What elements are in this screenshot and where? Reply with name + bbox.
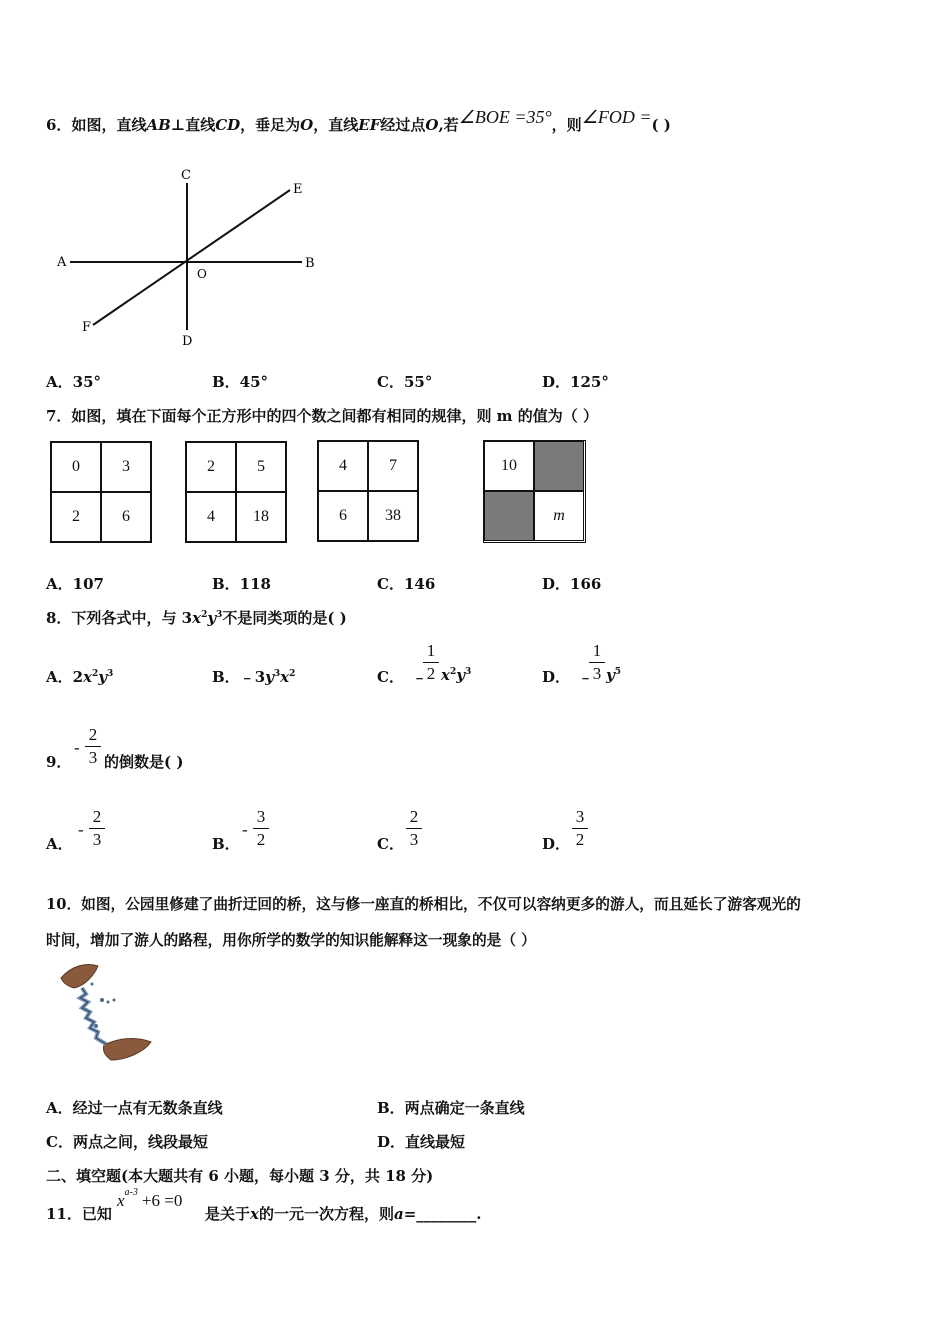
q10-option-c[interactable]: C．两点之间，线段最短: [46, 1133, 208, 1151]
square-cell-m: m: [534, 491, 584, 541]
q9-fraction: 2 3: [85, 726, 101, 767]
zigzag-bridge: [80, 988, 106, 1044]
q6-option-c[interactable]: C．55°: [377, 373, 433, 391]
label-e: E: [293, 182, 303, 197]
tourist-dot: [94, 1024, 98, 1028]
square-cell: 4: [186, 492, 236, 542]
square-cell-shaded: [484, 491, 534, 541]
square-cell: 0: [51, 442, 101, 492]
q9-option-d[interactable]: D．: [542, 835, 571, 853]
q7-square-3: [317, 440, 419, 542]
q6-option-b[interactable]: B．45°: [212, 373, 269, 391]
q6-option-a[interactable]: A．35°: [46, 373, 102, 391]
q7-square-4: [483, 440, 586, 543]
q9-b-fraction: 3 2: [253, 808, 269, 849]
q8-option-d[interactable]: D． ﹣: [542, 668, 594, 686]
square-cell: 6: [318, 491, 368, 541]
q6-option-d[interactable]: D．125°: [542, 373, 609, 391]
q9-c-fraction: 2 3: [406, 808, 422, 849]
square-cell: 3: [101, 442, 151, 492]
q7-square-1: [50, 441, 152, 543]
q10-option-b[interactable]: B．两点确定一条直线: [377, 1099, 525, 1117]
q9-option-c[interactable]: C．: [377, 835, 404, 853]
tourist-dot: [100, 998, 104, 1002]
q9-a-fraction: 2 3: [89, 808, 105, 849]
q7-square-2: [185, 441, 287, 543]
q8-d-fraction: 1 3: [589, 642, 605, 683]
square-cell: 2: [51, 492, 101, 542]
q8-c-variables: $x^2y^3$: [441, 666, 472, 684]
q9-option-a[interactable]: A．: [46, 835, 73, 853]
q8-option-c[interactable]: C． ﹣: [377, 668, 427, 686]
square-cell-shaded: [534, 441, 584, 491]
square-cell: 4: [318, 441, 368, 491]
square-cell: 10: [484, 441, 534, 491]
q9-option-b[interactable]: B．: [212, 835, 240, 853]
square-cell: 7: [368, 441, 418, 491]
q9-d-fraction: 3 2: [572, 808, 588, 849]
q7-stem: 7．如图，填在下面每个正方形中的四个数之间都有相同的规律，则 m 的值为（ ）: [46, 407, 598, 425]
q9-number: 9．: [46, 753, 72, 771]
label-o: O: [197, 267, 207, 281]
line-ef: [93, 190, 290, 325]
q7-option-c[interactable]: C．146: [377, 575, 436, 593]
label-d: D: [182, 334, 193, 349]
shore-bottom: [103, 1038, 151, 1060]
q11-number: 11．已知: [46, 1205, 112, 1223]
label-c: C: [181, 168, 191, 183]
q6-figure: [50, 165, 330, 350]
square-cell: 2: [186, 442, 236, 492]
q8-option-a[interactable]: A．$2x^2y^3$: [46, 668, 114, 686]
label-f: F: [82, 320, 92, 335]
q10-stem-line2: 时间，增加了游人的路程，用你所学的数学的知识能解释这一现象的是（ ）: [46, 932, 536, 949]
q10-option-d[interactable]: D．直线最短: [377, 1133, 466, 1151]
q6-stem: 6．如图，直线AB⊥直线CD，垂足为O，直线EF经过点O,若∠BOE =35°，则∠FOD =( ): [46, 107, 671, 134]
square-cell: 38: [368, 491, 418, 541]
q7-option-a[interactable]: A．107: [46, 575, 104, 593]
square-cell: 18: [236, 492, 286, 542]
q9-a-sign: -: [78, 820, 84, 839]
q9-sign: -: [74, 738, 80, 757]
q11-equation: $x^{a-3} +6 =0$: [117, 1187, 183, 1210]
label-b: B: [305, 256, 315, 271]
q10-option-a[interactable]: A．经过一点有无数条直线: [46, 1099, 223, 1117]
label-a: A: [57, 255, 67, 270]
q7-option-b[interactable]: B．118: [212, 575, 271, 593]
tourist-dot: [113, 999, 116, 1002]
q7-option-d[interactable]: D．166: [542, 575, 602, 593]
q11-stem: 是关于x的一元一次方程，则a=________.: [205, 1205, 482, 1223]
bridge-illustration: [56, 960, 156, 1065]
q9-b-sign: -: [242, 820, 248, 839]
q8-option-b[interactable]: B．$﹣3y^3x^2$: [212, 668, 296, 686]
tourist-dot: [85, 1009, 88, 1012]
tourist-dot: [91, 983, 94, 986]
square-cell: 6: [101, 492, 151, 542]
tourist-dot: [107, 1001, 110, 1004]
q8-stem: 8．下列各式中，与 $3x^2y^3$不是同类项的是( ): [46, 609, 347, 627]
section-heading: 二、填空题(本大题共有 6 小题，每小题 3 分，共 18 分): [46, 1167, 434, 1185]
q8-d-variables: $y^5$: [606, 666, 621, 684]
q10-stem-line1: 10．如图，公园里修建了曲折迂回的桥，这与修一座直的桥相比，不仅可以容纳更多的游人，而且延长了游客观光的: [46, 896, 801, 913]
q8-c-fraction: 1 2: [423, 642, 439, 683]
square-cell: 5: [236, 442, 286, 492]
q9-stem: 的倒数是( ): [104, 753, 184, 771]
